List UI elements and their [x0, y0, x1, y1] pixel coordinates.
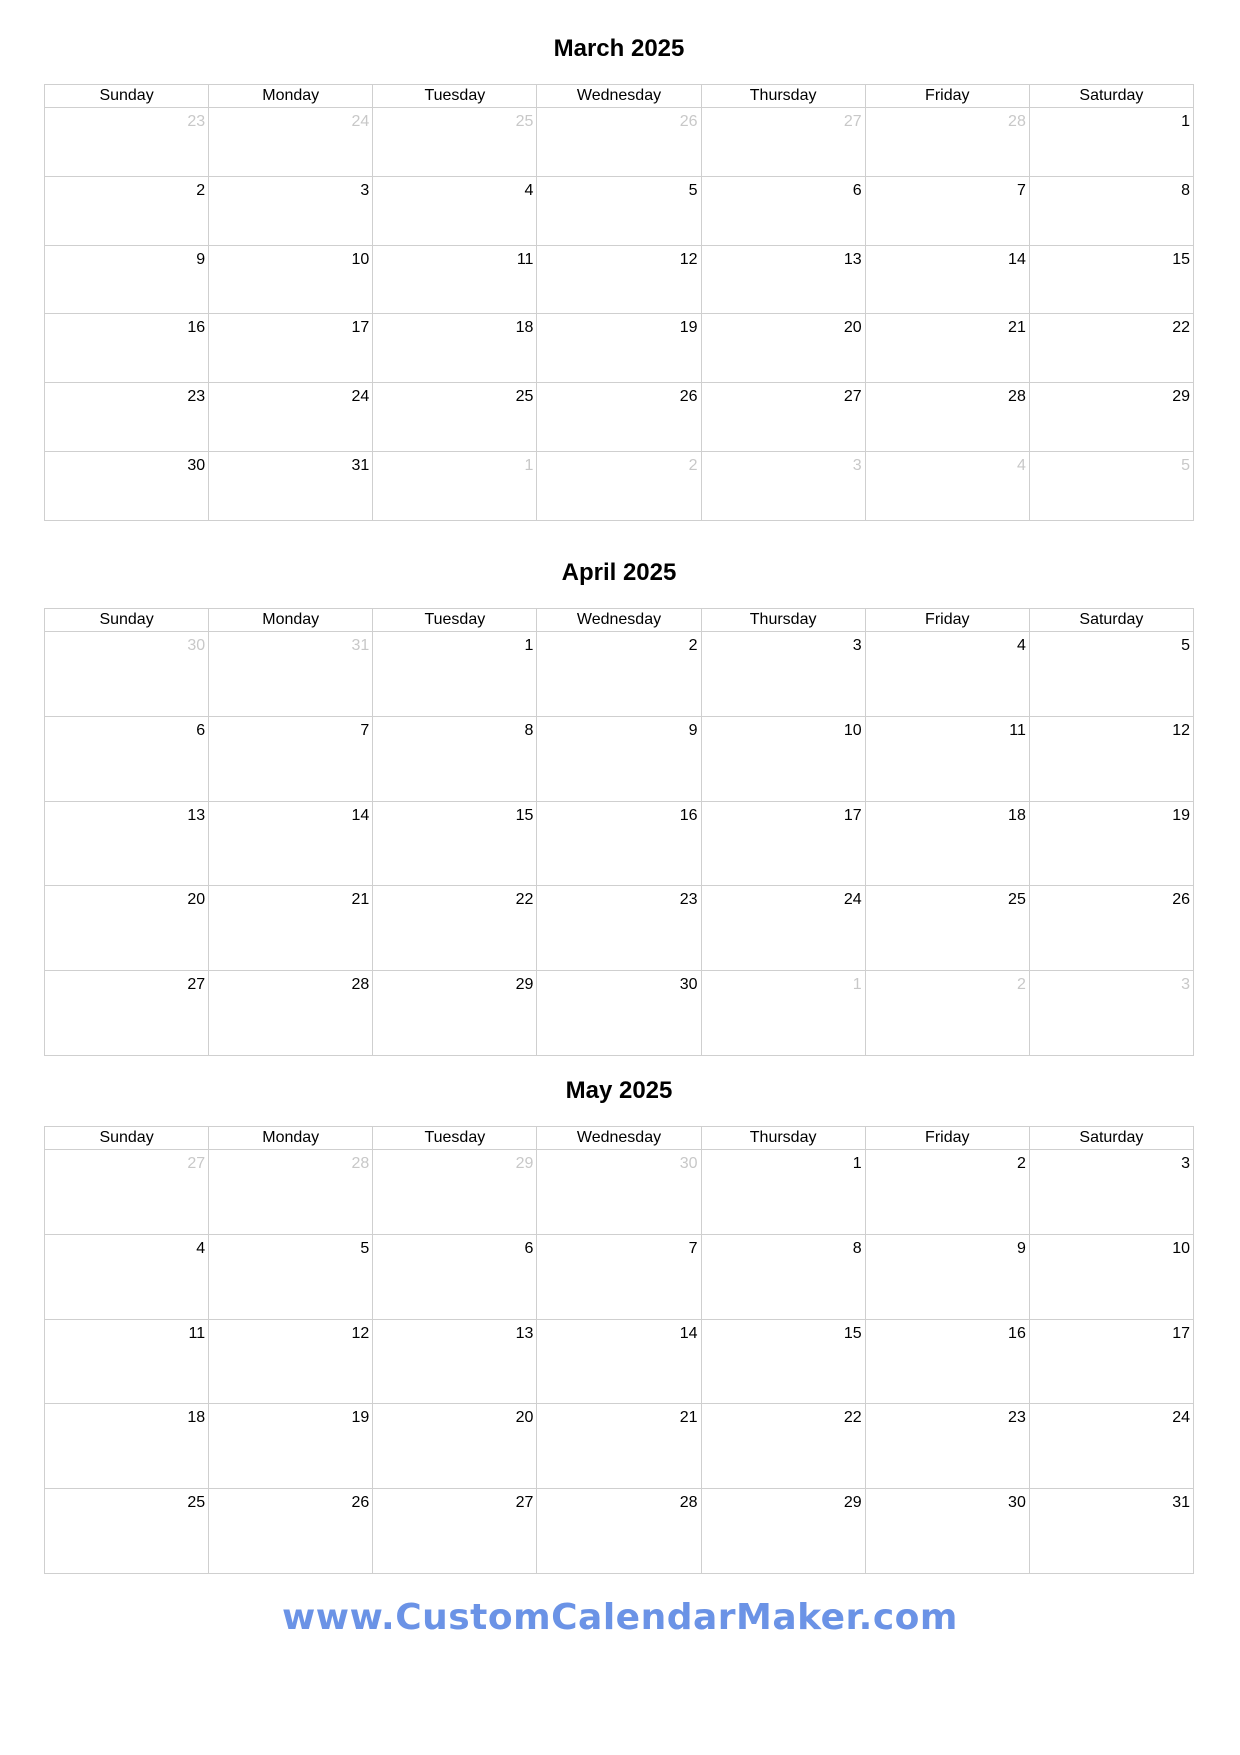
- day-number: 9: [196, 250, 206, 268]
- week-row: [45, 452, 1193, 520]
- day-number: 30: [679, 1155, 698, 1172]
- day-number: 27: [187, 976, 206, 994]
- day-cell: [45, 177, 209, 245]
- week-row: [45, 383, 1193, 452]
- day-number: 17: [843, 806, 862, 824]
- day-cell: [373, 971, 537, 1055]
- other-month-day-cell: [702, 108, 866, 176]
- day-number: 1: [852, 1155, 862, 1172]
- day-number: 30: [1008, 1494, 1026, 1512]
- other-month-day-cell: [537, 1150, 701, 1234]
- other-month-day-cell: [866, 108, 1030, 176]
- day-number: 2: [1016, 976, 1026, 994]
- other-month-day-cell: [373, 108, 537, 176]
- day-number: 22: [1172, 319, 1190, 337]
- day-cell: [866, 1150, 1030, 1234]
- day-cell: [866, 246, 1030, 314]
- day-number: 23: [679, 891, 698, 909]
- week-row: [45, 108, 1193, 177]
- weekday-header: Monday: [209, 609, 373, 631]
- day-cell: [866, 1235, 1030, 1319]
- day-number: 30: [187, 637, 206, 654]
- day-number: 16: [1008, 1324, 1026, 1342]
- day-number: 22: [843, 1409, 862, 1427]
- day-number: 3: [852, 456, 862, 474]
- day-cell: [45, 314, 209, 382]
- day-number: 23: [187, 113, 206, 130]
- week-row: [45, 971, 1193, 1055]
- day-cell: [1030, 886, 1193, 970]
- day-number: 13: [843, 250, 862, 268]
- day-number: 15: [1172, 250, 1190, 268]
- day-number: 2: [688, 456, 698, 474]
- day-cell: [45, 1404, 209, 1488]
- weekday-header: Wednesday: [537, 85, 701, 107]
- weekday-header: Thursday: [702, 609, 866, 631]
- weekday-header: Monday: [209, 1127, 373, 1149]
- weekday-header: Saturday: [1079, 87, 1144, 104]
- day-number: 20: [515, 1409, 534, 1427]
- day-cell: [1030, 177, 1193, 245]
- day-number: 8: [524, 721, 534, 739]
- day-cell: [373, 1489, 537, 1573]
- day-cell: [1030, 717, 1193, 801]
- day-cell: [209, 886, 373, 970]
- day-number: 4: [524, 181, 534, 199]
- week-row: [45, 802, 1193, 887]
- day-cell: [209, 1489, 373, 1573]
- day-cell: [1030, 1320, 1193, 1404]
- day-number: 30: [187, 456, 206, 474]
- other-month-day-cell: [45, 108, 209, 176]
- day-number: 7: [360, 721, 370, 739]
- week-row: [45, 717, 1193, 802]
- day-cell: [45, 246, 209, 314]
- day-number: 31: [351, 456, 370, 474]
- day-number: 26: [679, 113, 698, 130]
- day-number: 21: [679, 1409, 698, 1427]
- day-number: 28: [1008, 113, 1026, 130]
- day-number: 9: [1016, 1239, 1026, 1257]
- day-number: 14: [679, 1324, 698, 1342]
- day-number: 1: [524, 637, 534, 654]
- month-grid: [44, 608, 1194, 1056]
- other-month-day-cell: [537, 108, 701, 176]
- other-month-day-cell: [209, 632, 373, 716]
- day-cell: [209, 314, 373, 382]
- other-month-day-cell: [209, 1150, 373, 1234]
- week-row: [45, 177, 1193, 246]
- day-cell: [373, 802, 537, 886]
- day-number: 29: [1172, 388, 1190, 406]
- other-month-day-cell: [866, 971, 1030, 1055]
- day-cell: [373, 314, 537, 382]
- week-row: [45, 1235, 1193, 1320]
- day-cell: [1030, 1150, 1193, 1234]
- day-number: 14: [1008, 250, 1026, 268]
- day-cell: [537, 886, 701, 970]
- day-number: 18: [187, 1409, 206, 1427]
- weekday-header: Friday: [866, 85, 1030, 107]
- day-cell: [866, 632, 1030, 716]
- day-cell: [702, 1150, 866, 1234]
- month-grid: [44, 84, 1194, 521]
- day-cell: [373, 246, 537, 314]
- day-number: 12: [679, 250, 698, 268]
- day-number: 5: [360, 1239, 370, 1257]
- day-cell: [209, 383, 373, 451]
- day-cell: [45, 1489, 209, 1573]
- day-number: 15: [843, 1324, 862, 1342]
- day-cell: [45, 802, 209, 886]
- week-row: [45, 632, 1193, 717]
- day-number: 4: [196, 1239, 206, 1257]
- day-number: 18: [515, 319, 534, 337]
- day-cell: [866, 1404, 1030, 1488]
- week-row: [45, 314, 1193, 383]
- day-cell: [537, 971, 701, 1055]
- other-month-day-cell: [702, 452, 866, 520]
- day-cell: [702, 632, 866, 716]
- day-number: 10: [1172, 1239, 1190, 1257]
- day-number: 27: [515, 1494, 534, 1512]
- day-cell: [45, 1235, 209, 1319]
- day-cell: [209, 802, 373, 886]
- day-number: 5: [688, 181, 698, 199]
- day-number: 25: [515, 388, 534, 406]
- day-cell: [537, 246, 701, 314]
- weekday-header-row: [45, 609, 1193, 632]
- other-month-day-cell: [537, 452, 701, 520]
- day-number: 6: [852, 181, 862, 199]
- week-row: [45, 1489, 1193, 1573]
- month-grid: [44, 1126, 1194, 1574]
- week-row: [45, 1320, 1193, 1405]
- day-cell: [1030, 1404, 1193, 1488]
- day-cell: [702, 1489, 866, 1573]
- day-cell: [45, 717, 209, 801]
- weekday-header: Saturday: [1079, 1129, 1144, 1146]
- day-number: 24: [843, 891, 862, 909]
- weekday-header: Sunday: [45, 1127, 209, 1149]
- week-row: [45, 886, 1193, 971]
- day-cell: [373, 886, 537, 970]
- day-number: 4: [1016, 637, 1026, 654]
- day-number: 1: [1181, 113, 1190, 130]
- day-number: 25: [1008, 891, 1026, 909]
- day-number: 11: [516, 250, 534, 268]
- weekday-header: Monday: [209, 85, 373, 107]
- month-title: April 2025: [561, 559, 677, 586]
- day-cell: [537, 1235, 701, 1319]
- day-cell: [373, 383, 537, 451]
- day-cell: [537, 1489, 701, 1573]
- day-number: 21: [351, 891, 370, 909]
- day-number: 8: [1181, 181, 1190, 199]
- other-month-day-cell: [1030, 971, 1193, 1055]
- day-cell: [209, 452, 373, 520]
- day-number: 9: [688, 721, 698, 739]
- day-number: 23: [1008, 1409, 1026, 1427]
- day-number: 10: [843, 721, 862, 739]
- day-number: 6: [196, 721, 206, 739]
- day-cell: [702, 886, 866, 970]
- weekday-header: Saturday: [1079, 611, 1144, 628]
- other-month-day-cell: [373, 452, 537, 520]
- day-number: 27: [843, 113, 862, 130]
- day-number: 3: [1181, 1155, 1190, 1172]
- weekday-header: Thursday: [702, 85, 866, 107]
- day-cell: [702, 314, 866, 382]
- day-cell: [866, 886, 1030, 970]
- day-cell: [866, 1489, 1030, 1573]
- month-title: May 2025: [565, 1077, 673, 1104]
- day-cell: [702, 177, 866, 245]
- day-number: 10: [351, 250, 370, 268]
- day-cell: [209, 971, 373, 1055]
- day-cell: [866, 1320, 1030, 1404]
- day-cell: [209, 1404, 373, 1488]
- day-cell: [537, 632, 701, 716]
- day-number: 29: [515, 1155, 534, 1172]
- week-row: [45, 1404, 1193, 1489]
- day-number: 11: [1009, 721, 1026, 739]
- day-cell: [702, 717, 866, 801]
- day-cell: [209, 1235, 373, 1319]
- day-cell: [209, 1320, 373, 1404]
- day-cell: [209, 717, 373, 801]
- weekday-header: Sunday: [45, 609, 209, 631]
- day-number: 25: [187, 1494, 206, 1512]
- day-number: 24: [351, 113, 370, 130]
- day-cell: [702, 383, 866, 451]
- day-number: 5: [1181, 637, 1190, 654]
- day-number: 19: [351, 1409, 370, 1427]
- day-number: 19: [1172, 806, 1190, 824]
- day-number: 23: [187, 388, 206, 406]
- day-number: 1: [524, 456, 534, 474]
- day-number: 18: [1008, 806, 1026, 824]
- day-cell: [1030, 1235, 1193, 1319]
- day-cell: [373, 717, 537, 801]
- day-number: 27: [843, 388, 862, 406]
- day-number: 17: [351, 319, 370, 337]
- week-row: [45, 1150, 1193, 1235]
- day-number: 15: [515, 806, 534, 824]
- other-month-day-cell: [702, 971, 866, 1055]
- day-number: 26: [351, 1494, 370, 1512]
- day-number: 24: [1172, 1409, 1190, 1427]
- day-number: 31: [351, 637, 370, 654]
- day-number: 7: [688, 1239, 698, 1257]
- day-number: 20: [187, 891, 206, 909]
- day-cell: [45, 452, 209, 520]
- day-cell: [702, 1404, 866, 1488]
- weekday-header-row: [45, 1127, 1193, 1150]
- day-number: 16: [679, 806, 698, 824]
- day-cell: [1030, 108, 1193, 176]
- day-cell: [1030, 246, 1193, 314]
- day-number: 19: [679, 319, 698, 337]
- day-cell: [537, 383, 701, 451]
- day-number: 25: [515, 113, 534, 130]
- day-cell: [537, 177, 701, 245]
- weekday-header: Tuesday: [373, 609, 537, 631]
- week-row: [45, 246, 1193, 315]
- day-number: 2: [688, 637, 698, 654]
- day-number: 28: [351, 1155, 370, 1172]
- weekday-header: Wednesday: [537, 609, 701, 631]
- day-cell: [1030, 802, 1193, 886]
- day-number: 28: [679, 1494, 698, 1512]
- day-number: 21: [1008, 319, 1026, 337]
- weekday-header: Thursday: [702, 1127, 866, 1149]
- day-number: 26: [679, 388, 698, 406]
- weekday-header: Tuesday: [373, 1127, 537, 1149]
- day-cell: [373, 632, 537, 716]
- day-cell: [1030, 1489, 1193, 1573]
- day-number: 1: [852, 976, 862, 994]
- weekday-header: Wednesday: [537, 1127, 701, 1149]
- day-number: 3: [360, 181, 370, 199]
- day-number: 24: [351, 388, 370, 406]
- day-number: 12: [351, 1324, 370, 1342]
- day-cell: [866, 717, 1030, 801]
- day-cell: [1030, 632, 1193, 716]
- day-cell: [537, 1320, 701, 1404]
- day-cell: [866, 177, 1030, 245]
- day-cell: [866, 314, 1030, 382]
- day-number: 28: [1008, 388, 1026, 406]
- day-cell: [537, 1404, 701, 1488]
- day-cell: [866, 383, 1030, 451]
- day-number: 17: [1172, 1324, 1190, 1342]
- day-number: 5: [1181, 456, 1190, 474]
- day-cell: [702, 246, 866, 314]
- day-cell: [702, 802, 866, 886]
- day-cell: [209, 246, 373, 314]
- day-cell: [1030, 383, 1193, 451]
- weekday-header: Sunday: [45, 85, 209, 107]
- other-month-day-cell: [373, 1150, 537, 1234]
- day-number: 8: [852, 1239, 862, 1257]
- day-cell: [1030, 314, 1193, 382]
- day-number: 13: [187, 806, 206, 824]
- weekday-header-row: [45, 85, 1193, 108]
- day-cell: [702, 1320, 866, 1404]
- day-number: 14: [351, 806, 370, 824]
- other-month-day-cell: [45, 1150, 209, 1234]
- weekday-header: Friday: [866, 609, 1030, 631]
- other-month-day-cell: [1030, 452, 1193, 520]
- weekday-header: Friday: [866, 1127, 1030, 1149]
- day-number: 30: [679, 976, 698, 994]
- weekday-header: Tuesday: [373, 85, 537, 107]
- day-number: 16: [187, 319, 206, 337]
- day-cell: [45, 383, 209, 451]
- day-cell: [702, 1235, 866, 1319]
- day-cell: [373, 1404, 537, 1488]
- day-number: 4: [1016, 456, 1026, 474]
- day-cell: [209, 177, 373, 245]
- other-month-day-cell: [209, 108, 373, 176]
- day-cell: [373, 1320, 537, 1404]
- day-number: 26: [1172, 891, 1190, 909]
- day-number: 22: [515, 891, 534, 909]
- day-cell: [866, 802, 1030, 886]
- footer-watermark[interactable]: www.CustomCalendarMaker.com: [282, 1597, 958, 1638]
- day-number: 3: [852, 637, 862, 654]
- month-title: March 2025: [553, 35, 685, 62]
- day-number: 2: [1016, 1155, 1026, 1172]
- day-cell: [45, 886, 209, 970]
- day-number: 28: [351, 976, 370, 994]
- day-number: 3: [1181, 976, 1190, 994]
- day-number: 7: [1016, 181, 1026, 199]
- day-number: 29: [843, 1494, 862, 1512]
- day-number: 27: [187, 1155, 206, 1172]
- day-number: 2: [196, 181, 206, 199]
- day-number: 20: [843, 319, 862, 337]
- other-month-day-cell: [45, 632, 209, 716]
- day-cell: [373, 177, 537, 245]
- day-number: 29: [515, 976, 534, 994]
- day-cell: [373, 1235, 537, 1319]
- day-number: 12: [1172, 721, 1190, 739]
- day-cell: [537, 314, 701, 382]
- day-cell: [537, 717, 701, 801]
- day-number: 11: [188, 1324, 206, 1342]
- day-number: 31: [1172, 1494, 1190, 1512]
- day-cell: [45, 1320, 209, 1404]
- day-number: 6: [524, 1239, 534, 1257]
- day-number: 13: [515, 1324, 534, 1342]
- day-cell: [45, 971, 209, 1055]
- other-month-day-cell: [866, 452, 1030, 520]
- day-cell: [537, 802, 701, 886]
